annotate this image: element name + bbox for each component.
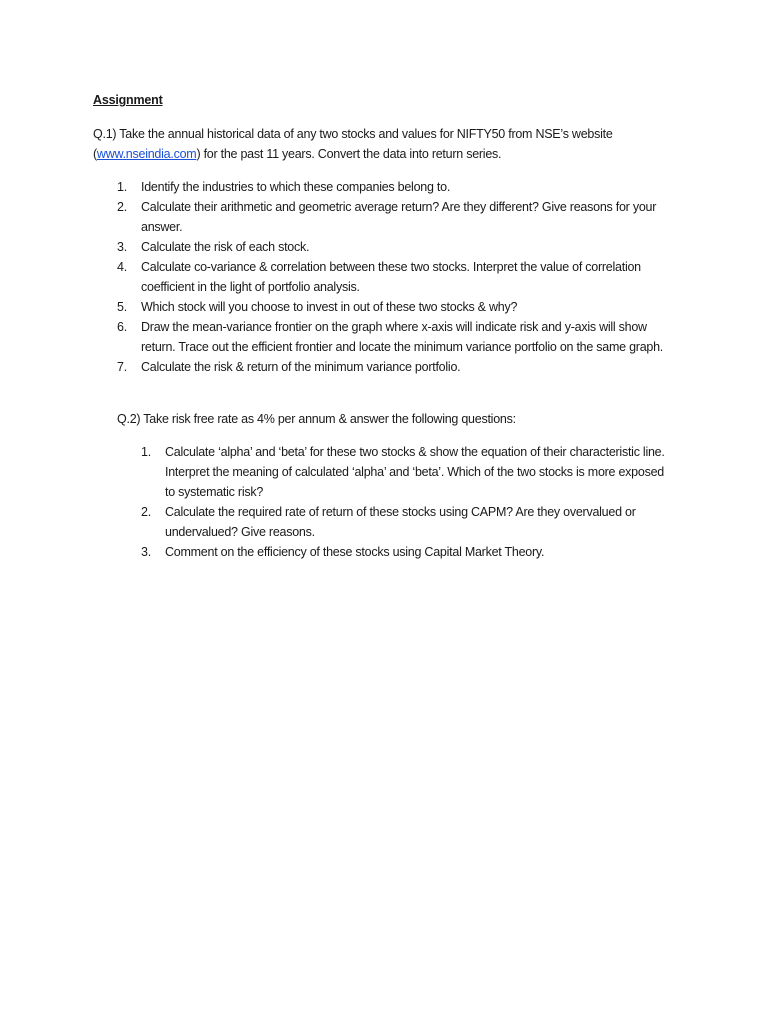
list-item-text: Calculate the risk of each stock.: [141, 240, 310, 254]
list-item: [117, 297, 677, 317]
list-item-number: 6.: [117, 320, 127, 334]
list-item-number: 3.: [117, 240, 127, 254]
list-item: [117, 177, 677, 197]
list-item: [117, 317, 677, 357]
list-item: [117, 237, 677, 257]
list-item: [117, 257, 677, 297]
list-item-text: Which stock will you choose to invest in out of these two stocks & why?: [141, 300, 518, 314]
page-title: Assignment: [93, 93, 163, 107]
list-item-number: 2.: [117, 200, 127, 214]
list-item-text: Draw the mean-variance frontier on the graph where x-axis will indicate risk and y-axis will show return. Trace out the efficient frontier and locate the minimum variance portfolio on the same graph.: [141, 320, 664, 354]
question-1-intro: [93, 124, 693, 164]
nseindia-link[interactable]: www.nseindia.com: [96, 147, 197, 161]
list-item-number: 1.: [117, 180, 127, 194]
list-item-text: Calculate ‘alpha’ and ‘beta’ for these two stocks & show the equation of their characteristic line. Interpret the meaning of calculated ‘alpha’ and ‘beta’. Which of the two stocks is more exposed to systematic risk?: [165, 445, 665, 499]
list-item-number: 2.: [141, 505, 151, 519]
question-1-list: [117, 177, 677, 377]
list-item-text: Calculate co-variance & correlation between these two stocks. Interpret the value of correlation coefficient in the light of portfolio analysis.: [141, 260, 641, 294]
list-item: [141, 542, 677, 562]
list-item-number: 3.: [141, 545, 151, 559]
question-2-list: [141, 442, 677, 562]
list-item-text: Calculate the required rate of return of these stocks using CAPM? Are they overvalued or undervalued? Give reasons.: [165, 505, 636, 539]
question-2-intro: Q.2) Take risk free rate as 4% per annum & answer the following questions:: [117, 412, 516, 426]
list-item: [117, 357, 677, 377]
list-item-text: Comment on the efficiency of these stocks using Capital Market Theory.: [165, 545, 545, 559]
list-item-text: Calculate the risk & return of the minimum variance portfolio.: [141, 360, 461, 374]
list-item: [117, 197, 677, 237]
question-1-intro-text-end: ) for the past 11 years. Convert the data into return series.: [196, 147, 502, 161]
list-item-number: 7.: [117, 360, 127, 374]
list-item: [141, 442, 677, 502]
list-item: [141, 502, 677, 542]
list-item-number: 5.: [117, 300, 127, 314]
list-item-number: 1.: [141, 445, 151, 459]
list-item-text: Identify the industries to which these companies belong to.: [141, 180, 451, 194]
question-1-intro-text: Q.1) Take the annual historical data of any two stocks and values for NIFTY50 from NSE’s website (: [93, 127, 613, 161]
list-item-number: 4.: [117, 260, 127, 274]
list-item-text: Calculate their arithmetic and geometric average return? Are they different? Give reasons for your answer.: [141, 200, 657, 234]
